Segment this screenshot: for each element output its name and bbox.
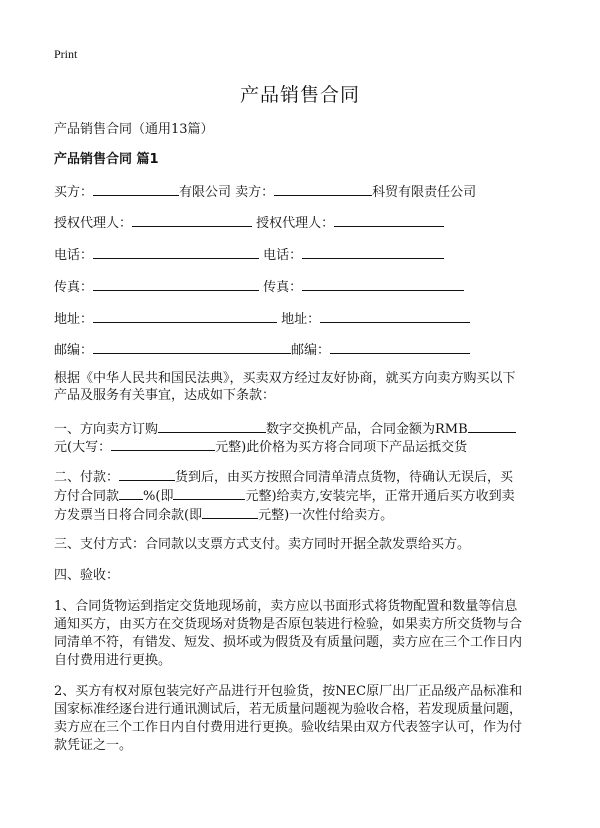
clause2-text-c: 方付合同款 (54, 489, 120, 504)
intro-line-1: 根据《中华人民共和国民法典》，买卖双方经过友好协商，就买方向卖方购买以下 (54, 371, 516, 386)
clause1-line-2 (54, 438, 467, 456)
clause2-text-b: 货到后，由买方按照合同清单清点货物，待确认无误后，买 (175, 470, 514, 485)
section-heading: 产品销售合同 篇1 (54, 152, 159, 167)
clause1-text-a: 一、方向卖方订购 (54, 422, 159, 437)
fax-line (54, 278, 464, 296)
document-title: 产品销售合同 (239, 84, 360, 106)
clause2-line-3 (54, 506, 393, 524)
seller-address-label: 地址： (281, 312, 321, 327)
seller-agent-blank (334, 214, 444, 227)
buyer-address-label: 地址： (54, 312, 94, 327)
clause2-blank-balance (202, 506, 258, 519)
party-line (54, 183, 476, 201)
clause2-blank-payment (173, 487, 245, 500)
intro-line-2: 产品及服务有关事宜，达成如下条款： (54, 388, 276, 403)
buyer-agent-blank (132, 214, 252, 227)
print-link[interactable]: Print (54, 47, 78, 61)
clause1-line-1 (54, 420, 516, 438)
address-line (54, 310, 470, 328)
clause1-text-d: 元整)此价格为买方将合同项下产品运抵交货 (215, 440, 468, 455)
buyer-fax-label: 传真： (54, 280, 94, 295)
document-subtitle: 产品销售合同（通用13篇） (54, 122, 214, 137)
clause2-blank-days (119, 468, 175, 481)
buyer-phone-label: 电话： (54, 248, 94, 263)
buyer-zip-blank (93, 341, 291, 354)
acceptance1-line-2: 通知买方，由买方在交货现场对货物是否原包装进行检验，如果卖方所交货物与合 (54, 617, 523, 632)
buyer-suffix: 有限公司 卖方： (179, 185, 275, 200)
clause2-text-g: 元整)一次性付给卖方。 (258, 508, 394, 523)
buyer-fax-blank (93, 278, 259, 291)
agent-line (54, 214, 444, 232)
acceptance2-line-2: 国家标准经逐台进行通讯测试后，若无质量问题视为验收合格，若发现质量问题， (54, 702, 523, 717)
acceptance1-line-3: 同清单不符，有错发、短发、损坏或为假货及有质量问题，卖方应在三个工作日内 (54, 635, 523, 650)
buyer-label: 买方： (54, 185, 94, 200)
buyer-blank (93, 183, 179, 196)
seller-address-blank (320, 310, 470, 323)
clause1-blank-amount (468, 420, 516, 433)
clause1-blank-words (111, 438, 215, 451)
clause2-line-1 (54, 468, 513, 486)
seller-fax-label: 传真： (263, 280, 303, 295)
clause2-text-e: 元整)给卖方,安装完毕，正常开通后买方收到卖 (245, 489, 515, 504)
acceptance2-line-1: 2、买方有权对原包装完好产品进行开包验货，按NEC原厂出厂正品级产品标准和 (54, 684, 523, 699)
acceptance2-line-3: 卖方应在三个工作日内自付费用进行更换。验收结果由双方代表签字认可，作为付 (54, 720, 523, 735)
clause1-text-b: 数字交换机产品，合同金额为RMB (266, 422, 468, 437)
seller-phone-blank (302, 246, 444, 259)
clause1-text-c: 元(大写： (54, 440, 112, 455)
clause2-blank-percent (119, 487, 143, 500)
clause2-text-a: 二、付款： (54, 470, 120, 485)
seller-zip-label: 邮编： (291, 343, 331, 358)
buyer-agent-label: 授权代理人： (54, 216, 133, 231)
seller-phone-label: 电话： (263, 248, 303, 263)
acceptance2-line-4: 款凭证之一。 (54, 738, 133, 753)
clause4-heading: 四、验收： (54, 568, 120, 583)
phone-line (54, 246, 444, 264)
clause2-line-2 (54, 487, 515, 505)
seller-zip-blank (330, 341, 470, 354)
acceptance1-line-1: 1、合同货物运到指定交货地现场前，卖方应以书面形式将货物配置和数量等信息 (54, 599, 518, 614)
buyer-address-blank (93, 310, 277, 323)
zip-line (54, 341, 470, 359)
seller-fax-blank (302, 278, 464, 291)
seller-blank (274, 183, 372, 196)
buyer-phone-blank (93, 246, 259, 259)
clause2-text-f: 方发票当日将合同余款(即 (54, 508, 203, 523)
clause2-text-d: %(即 (143, 489, 174, 504)
clause3-text: 三、支付方式：合同款以支票方式支付。卖方同时开据全款发票给买方。 (54, 537, 471, 552)
buyer-zip-label: 邮编： (54, 343, 94, 358)
seller-agent-label: 授权代理人： (256, 216, 335, 231)
acceptance1-line-4: 自付费用进行更换。 (54, 653, 172, 668)
clause1-blank-qty (158, 420, 266, 433)
seller-suffix: 科贸有限责任公司 (372, 185, 477, 200)
